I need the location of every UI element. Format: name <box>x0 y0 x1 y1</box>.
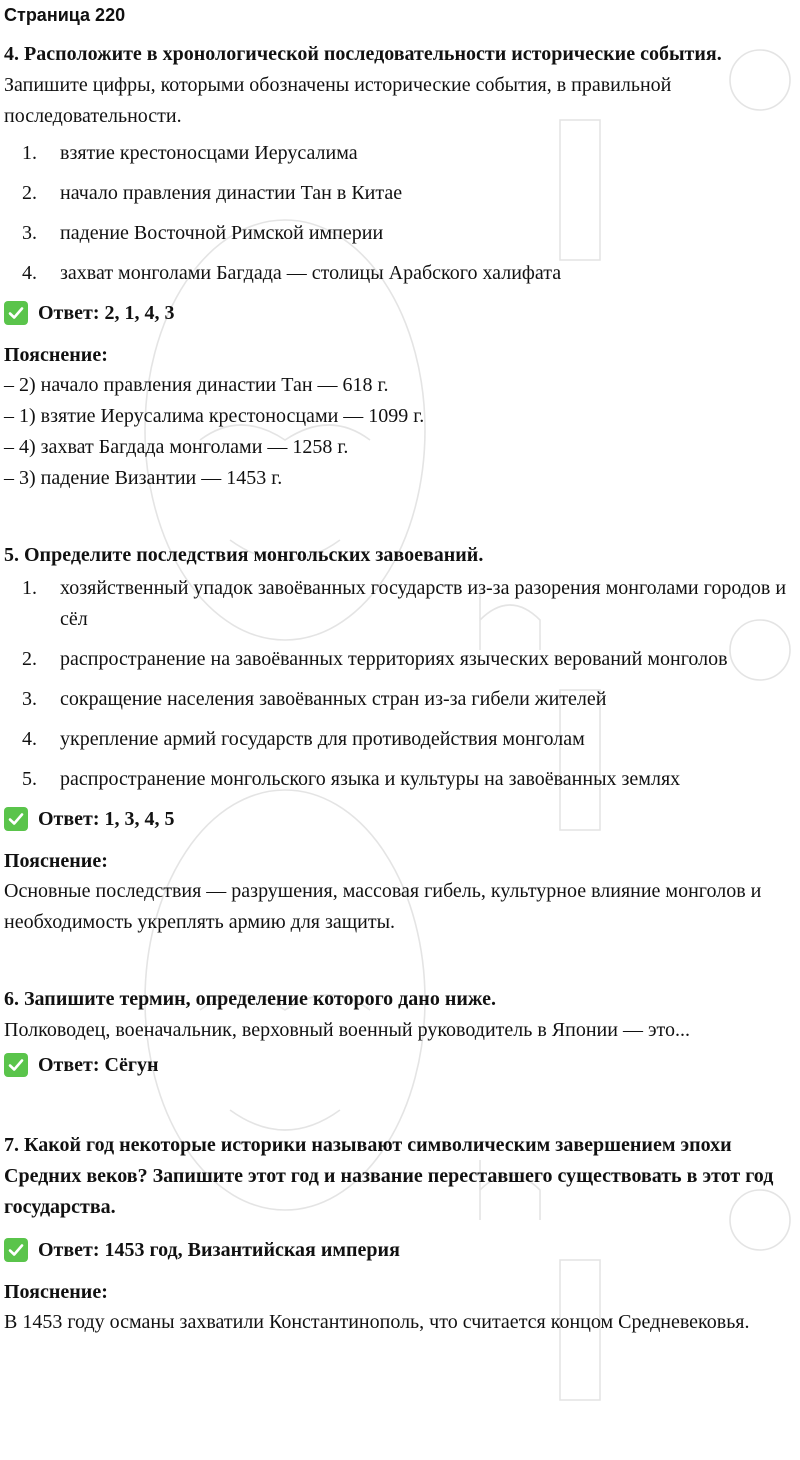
item-number: 3. <box>22 688 37 710</box>
explanation-line: В 1453 году османы захватили Константинополь, что считается концом Средневековья. <box>4 1311 750 1333</box>
item-number: 1. <box>22 577 37 599</box>
options-list <box>4 138 800 289</box>
item-text: падение Восточной Римской империи <box>60 222 384 244</box>
task-title: 4. Расположите в хронологической последовательности исторические события. <box>4 43 722 65</box>
check-mark-icon <box>4 1053 28 1077</box>
item-text: взятие крестоносцами Иерусалима <box>60 142 358 164</box>
answer-line <box>4 804 800 834</box>
task-title: 7. Какой год некоторые историки называют символическим завершением эпохи Средних веков? Запишите этот год и название переставшего существовать в этот год государства. <box>4 1134 774 1218</box>
explanation-heading: Пояснение: <box>4 850 108 872</box>
item-number: 5. <box>22 768 37 790</box>
item-number: 3. <box>22 222 37 244</box>
list-item <box>4 644 800 675</box>
answer-text: Ответ: Сёгун <box>38 1054 159 1076</box>
explanation-heading: Пояснение: <box>4 1281 108 1303</box>
item-text: хозяйственный упадок завоёванных государств из-за разорения монголами городов и сёл <box>60 577 787 630</box>
task-title: 5. Определите последствия монгольских завоеваний. <box>4 544 484 566</box>
item-number: 2. <box>22 648 37 670</box>
list-item <box>4 764 800 795</box>
item-text: распространение монгольского языка и культуры на завоёванных землях <box>60 768 681 790</box>
task-instruction: Полководец, военачальник, верховный военный руководитель в Японии — это... <box>4 1019 691 1041</box>
list-item <box>4 138 800 169</box>
item-text: сокращение населения завоёванных стран из-за гибели жителей <box>60 688 607 710</box>
task-4 <box>4 39 800 494</box>
item-number: 4. <box>22 262 37 284</box>
item-number: 4. <box>22 728 37 750</box>
check-mark-icon <box>4 301 28 325</box>
item-number: 1. <box>22 142 37 164</box>
check-mark-icon <box>4 807 28 831</box>
list-item <box>4 178 800 209</box>
explanation-heading: Пояснение: <box>4 344 108 366</box>
check-mark-icon <box>4 1238 28 1262</box>
task-7 <box>4 1130 800 1338</box>
explanation-line: – 1) взятие Иерусалима крестоносцами — 1099 г. <box>4 405 425 427</box>
explanation-line: – 3) падение Византии — 1453 г. <box>4 467 283 489</box>
answer-line <box>4 1235 800 1265</box>
answer-line <box>4 298 800 328</box>
list-item <box>4 258 800 289</box>
item-text: начало правления династии Тан в Китае <box>60 182 403 204</box>
explanation-line: – 2) начало правления династии Тан — 618 г. <box>4 374 389 396</box>
item-number: 2. <box>22 182 37 204</box>
answer-text: Ответ: 1453 год, Византийская империя <box>38 1239 400 1261</box>
answer-text: Ответ: 2, 1, 4, 3 <box>38 302 175 324</box>
options-list <box>4 573 800 795</box>
item-text: распространение на завоёванных территориях языческих верований монголов <box>60 648 728 670</box>
task-instruction: Запишите цифры, которыми обозначены исторические события, в правильной последовательности. <box>4 74 672 127</box>
explanation-line: Основные последствия — разрушения, массовая гибель, культурное влияние монголов и необходимость укреплять армию для защиты. <box>4 880 762 933</box>
list-item <box>4 573 800 635</box>
explanation-line: – 4) захват Багдада монголами — 1258 г. <box>4 436 349 458</box>
page-label: Страница 220 <box>4 5 126 25</box>
task-6 <box>4 984 800 1080</box>
task-title: 6. Запишите термин, определение которого дано ниже. <box>4 988 496 1010</box>
list-item <box>4 724 800 755</box>
answer-line <box>4 1050 800 1080</box>
answer-text: Ответ: 1, 3, 4, 5 <box>38 808 175 830</box>
list-item <box>4 218 800 249</box>
list-item <box>4 684 800 715</box>
item-text: укрепление армий государств для противодействия монголам <box>60 728 585 750</box>
item-text: захват монголами Багдада — столицы Арабского халифата <box>60 262 562 284</box>
task-5 <box>4 540 800 938</box>
